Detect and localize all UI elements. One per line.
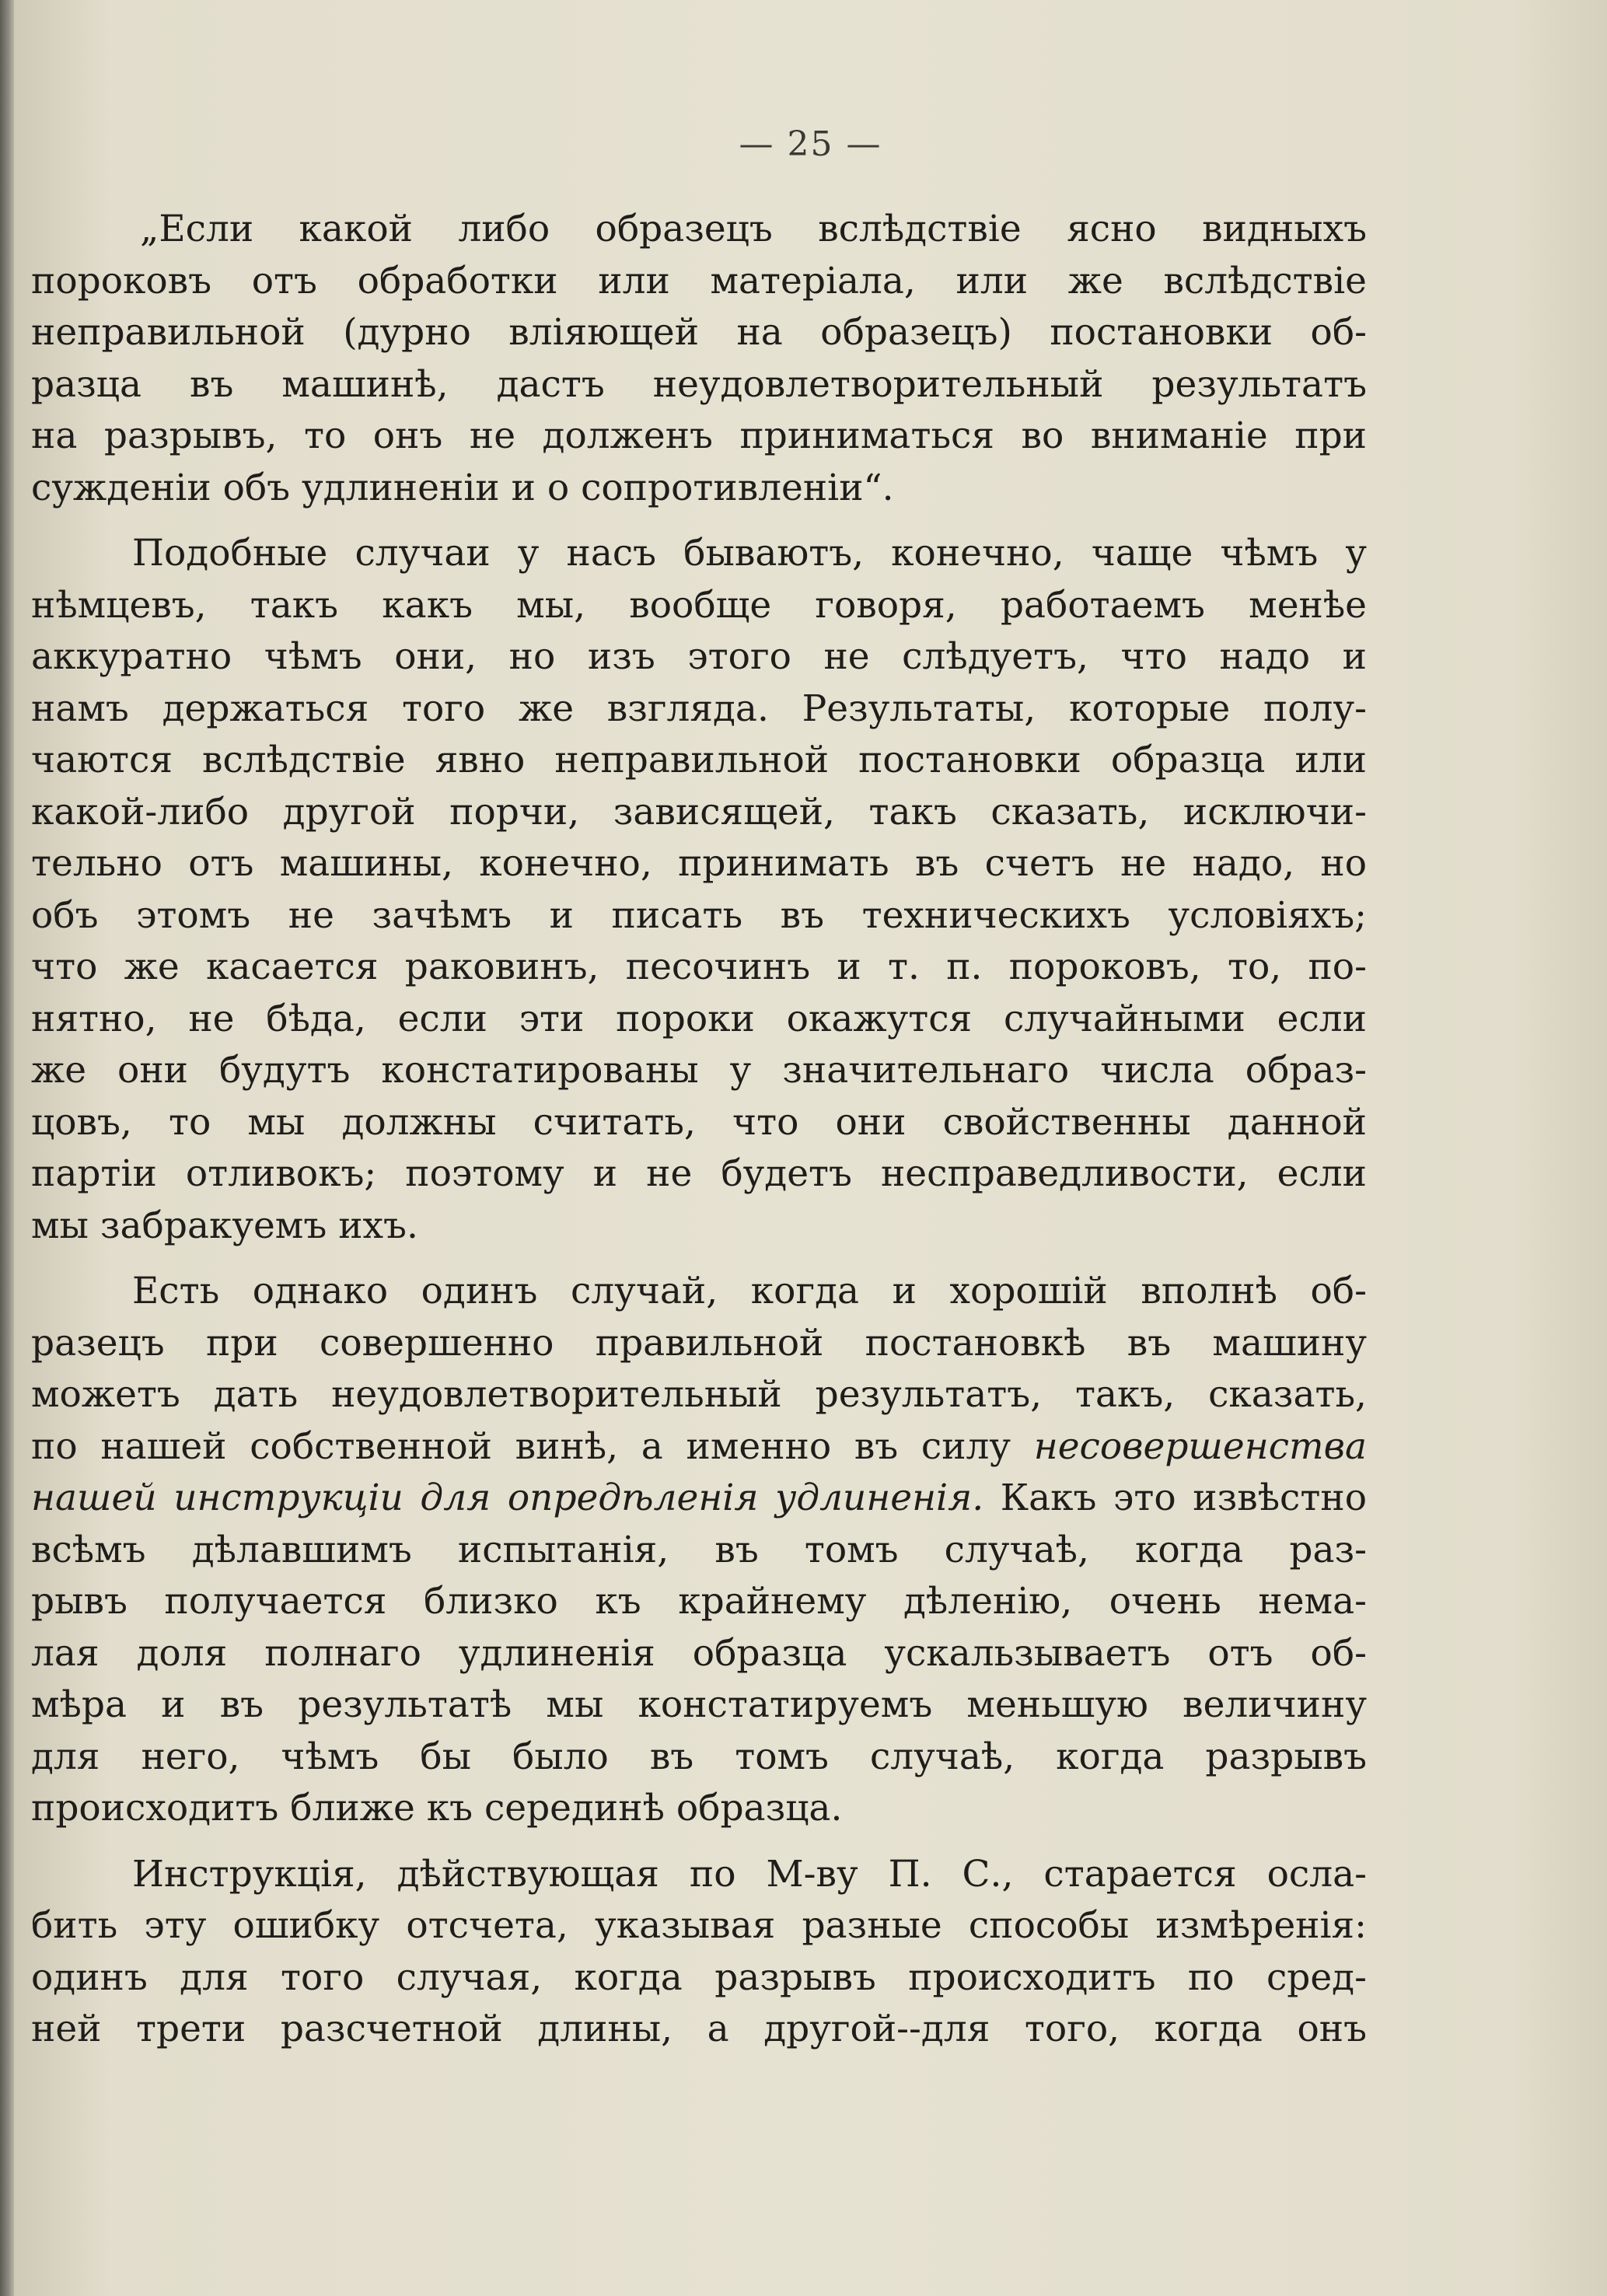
text-line: сужденіи объ удлиненіи и о сопротивленіи“. <box>31 466 894 509</box>
book-spine-edge <box>0 0 14 2296</box>
text-line: нѣмцевъ, такъ какъ мы, вообще говоря, работаемъ менѣе <box>31 583 1367 627</box>
text-line: нятно, не бѣда, если эти пороки окажутся случайными если <box>31 997 1367 1040</box>
text-line: партіи отливокъ; поэтому и не будетъ несправедливости, если <box>31 1152 1367 1195</box>
text-line: для него, чѣмъ бы было въ томъ случаѣ, когда разрывъ <box>31 1735 1367 1778</box>
text-line: объ этомъ не зачѣмъ и писать въ техническихъ условіяхъ; <box>31 893 1367 937</box>
text-run: Какъ это извѣстно <box>1000 1476 1367 1519</box>
text-line: можетъ дать неудовлетворительный результатъ, такъ, сказать, <box>31 1373 1367 1416</box>
text-line: лая доля полнаго удлиненія образца ускальзываетъ отъ об- <box>31 1631 1367 1675</box>
text-line: же они будутъ констатированы у значительнаго числа образ- <box>31 1049 1367 1092</box>
paragraph-2 <box>31 528 1367 1252</box>
paragraph-gap <box>31 1252 1367 1266</box>
text-line: намъ держаться того же взгляда. Результаты, которые полу- <box>31 687 1367 730</box>
text-line: разецъ при совершенно правильной постановкѣ въ машину <box>31 1321 1367 1365</box>
text-line: пороковъ отъ обработки или матеріала, или же вслѣдствіе <box>31 259 1367 302</box>
paragraph-gap <box>31 514 1367 528</box>
page-number: — 25 — <box>739 124 882 164</box>
text-line: одинъ для того случая, когда разрывъ происходитъ по сред- <box>31 1955 1367 1999</box>
text-line: бить эту ошибку отсчета, указывая разные способы измѣренія: <box>31 1904 1367 1947</box>
text-line: тельно отъ машины, конечно, принимать въ счетъ не надо, но <box>31 842 1367 885</box>
text-line: Есть однако одинъ случай, когда и хорошій вполнѣ об- <box>132 1270 1367 1312</box>
text-line: Подобные случаи у насъ бываютъ, конечно, чаще чѣмъ у <box>132 532 1367 575</box>
text-line: аккуратно чѣмъ они, но изъ этого не слѣдуетъ, что надо и <box>31 635 1367 678</box>
text-line <box>31 1473 1367 1525</box>
text-line: мы забракуемъ ихъ. <box>31 1204 418 1247</box>
text-line: чаются вслѣдствіе явно неправильной постановки образца или <box>31 739 1367 781</box>
emphasis-text: нашей инструкціи для опредѣленія удлиненія. <box>31 1476 984 1519</box>
text-line: неправильной (дурно вліяющей на образецъ) постановки об- <box>31 311 1367 354</box>
text-line: цовъ, то мы должны считать, что они свойственны данной <box>31 1100 1367 1144</box>
text-line: Инструкція, дѣйствующая по М-ву П. С., старается осла- <box>132 1852 1367 1896</box>
text-line: рывъ получается близко къ крайнему дѣленію, очень нема- <box>31 1580 1367 1623</box>
text-line: разца въ машинѣ, дастъ неудовлетворительный результатъ <box>31 362 1367 406</box>
text-run: по нашей собственной винѣ, а именно въ силу <box>31 1424 1011 1468</box>
body-text <box>31 204 1367 2056</box>
text-line: что же касается раковинъ, песочинъ и т. п. пороковъ, то, по- <box>31 945 1367 988</box>
paragraph-1 <box>31 204 1367 514</box>
book-page <box>14 0 1607 2296</box>
text-line: ней трети разсчетной длины, а другой--для того, когда онъ <box>31 2008 1367 2050</box>
paragraph-4 <box>31 1849 1367 2056</box>
text-line <box>31 1421 1367 1473</box>
text-line: „Если какой либо образецъ вслѣдствіе ясно видныхъ <box>140 208 1367 250</box>
paragraph-gap <box>31 1835 1367 1849</box>
text-line: происходитъ ближе къ серединѣ образца. <box>31 1787 843 1829</box>
paragraph-3 <box>31 1266 1367 1835</box>
emphasis-text: несовершенства <box>1033 1424 1367 1468</box>
text-line: всѣмъ дѣлавшимъ испытанія, въ томъ случаѣ, когда раз- <box>31 1528 1367 1571</box>
text-line: на разрывъ, то онъ не долженъ приниматься во вниманіе при <box>31 414 1367 457</box>
text-line: какой-либо другой порчи, зависящей, такъ сказать, исключи- <box>31 790 1367 833</box>
text-line: мѣра и въ результатѣ мы констатируемъ меньшую величину <box>31 1683 1367 1726</box>
